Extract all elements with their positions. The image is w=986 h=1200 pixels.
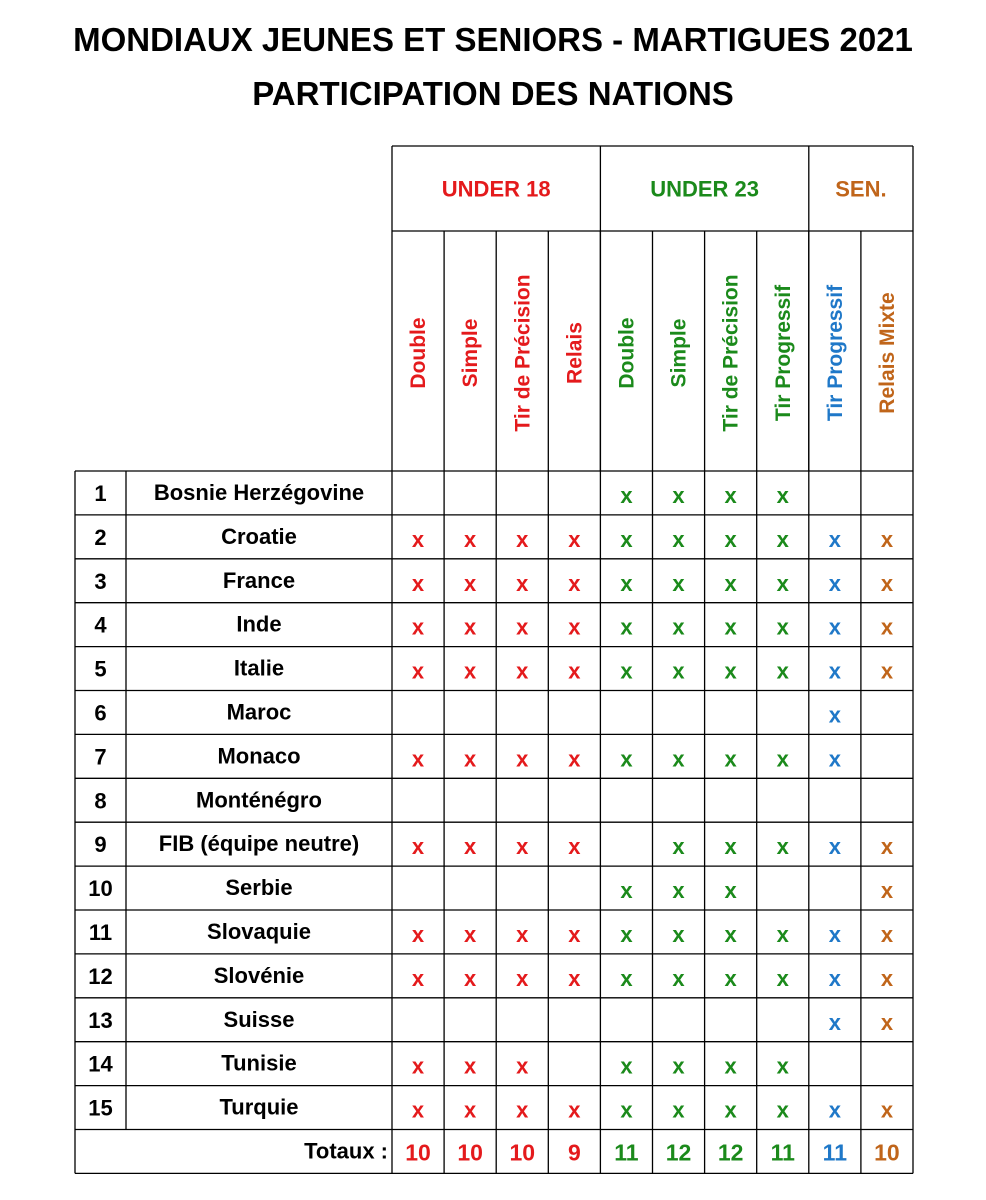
participation-mark: x: [776, 965, 789, 991]
participation-mark: x: [724, 746, 737, 772]
participation-mark: x: [828, 614, 841, 640]
nation-name: Tunisie: [221, 1050, 297, 1076]
participation-mark: x: [828, 702, 841, 728]
participation-mark: x: [464, 921, 477, 947]
participation-mark: x: [880, 921, 894, 947]
row-number: 12: [88, 963, 113, 989]
participation-mark: x: [828, 1097, 841, 1123]
participation-mark: x: [672, 965, 685, 991]
participation-mark: x: [620, 921, 633, 947]
total-value: 10: [405, 1139, 431, 1166]
page-title: MONDIAUX JEUNES ET SENIORS - MARTIGUES 2021: [73, 21, 913, 58]
participation-mark: x: [568, 614, 581, 640]
nation-name: Slovaquie: [207, 918, 311, 944]
participation-mark: x: [464, 1097, 477, 1123]
participation-mark: x: [620, 1097, 633, 1123]
nation-name: Slovénie: [213, 962, 305, 988]
nation-name: Bosnie Herzégovine: [153, 479, 365, 505]
participation-mark: x: [776, 1097, 789, 1123]
total-value: 11: [614, 1139, 639, 1166]
participation-mark: x: [828, 1009, 841, 1035]
participation-mark: x: [464, 746, 477, 772]
row-number: 6: [94, 700, 107, 726]
participation-mark: x: [724, 834, 737, 860]
total-value: 10: [874, 1139, 900, 1166]
participation-mark: x: [672, 834, 685, 860]
column-header-2: Tir de Précision: [511, 274, 535, 432]
participation-mark: x: [516, 746, 529, 772]
participation-mark: x: [880, 526, 894, 552]
row-number: 8: [94, 788, 107, 814]
participation-mark: x: [880, 834, 894, 860]
participation-mark: x: [411, 526, 425, 552]
total-value: 11: [822, 1139, 848, 1166]
participation-mark: x: [411, 1097, 425, 1123]
participation-mark: x: [464, 834, 477, 860]
participation-mark: x: [672, 526, 685, 552]
participation-mark: x: [880, 1009, 894, 1035]
participation-mark: x: [620, 878, 633, 904]
participation-mark: x: [620, 482, 633, 508]
column-header-5: Simple: [667, 318, 691, 388]
participation-mark: x: [880, 570, 894, 596]
row-number: 9: [94, 832, 107, 858]
participation-mark: x: [516, 526, 529, 552]
participation-mark: x: [672, 614, 685, 640]
nation-name: Inde: [236, 611, 282, 637]
participation-mark: x: [672, 921, 685, 947]
participation-mark: x: [620, 658, 633, 684]
column-header-9: Relais Mixte: [875, 292, 899, 414]
participation-mark: x: [568, 746, 581, 772]
nation-name: FIB (équipe neutre): [158, 831, 360, 857]
participation-mark: x: [776, 921, 789, 947]
participation-mark: x: [828, 526, 841, 552]
participation-mark: x: [568, 570, 581, 596]
participation-mark: x: [672, 878, 685, 904]
participation-mark: x: [516, 1097, 529, 1123]
row-number: 13: [88, 1007, 113, 1033]
row-number: 2: [94, 524, 107, 550]
participation-mark: x: [828, 965, 841, 991]
participation-mark: x: [724, 526, 737, 552]
participation-mark: x: [776, 526, 789, 552]
participation-mark: x: [724, 921, 737, 947]
group-header-2: SEN.: [835, 176, 887, 202]
row-number: 7: [94, 744, 107, 770]
participation-mark: x: [620, 526, 633, 552]
nation-name: Italie: [233, 655, 285, 681]
participation-mark: x: [776, 1053, 789, 1079]
column-header-8: Tir Progressif: [823, 284, 847, 422]
participation-mark: x: [516, 570, 529, 596]
participation-mark: x: [724, 965, 737, 991]
nation-name: Serbie: [225, 875, 293, 901]
group-header-0: UNDER 18: [441, 176, 551, 202]
participation-mark: x: [828, 658, 841, 684]
participation-mark: x: [620, 746, 633, 772]
participation-mark: x: [776, 746, 789, 772]
total-value: 11: [770, 1139, 795, 1166]
participation-mark: x: [672, 570, 685, 596]
participation-mark: x: [568, 526, 581, 552]
row-number: 10: [88, 876, 113, 902]
participation-mark: x: [724, 1053, 737, 1079]
participation-mark: x: [568, 658, 581, 684]
row-number: 1: [94, 480, 107, 506]
participation-mark: x: [724, 1097, 737, 1123]
participation-mark: x: [776, 614, 789, 640]
page-subtitle: PARTICIPATION DES NATIONS: [252, 75, 734, 112]
participation-mark: x: [776, 482, 789, 508]
participation-mark: x: [464, 658, 477, 684]
column-header-3: Relais: [563, 322, 587, 384]
nation-name: Monaco: [217, 743, 301, 769]
nation-name: Maroc: [226, 699, 292, 725]
participation-mark: x: [516, 921, 529, 947]
totals-label: Totaux :: [304, 1138, 388, 1164]
participation-mark: x: [411, 1053, 425, 1079]
participation-mark: x: [411, 746, 425, 772]
total-value: 10: [509, 1139, 536, 1166]
row-number: 15: [88, 1095, 113, 1121]
column-header-7: Tir Progressif: [771, 284, 795, 422]
participation-mark: x: [411, 921, 425, 947]
participation-mark: x: [828, 921, 841, 947]
total-value: 10: [457, 1139, 483, 1166]
participation-mark: x: [620, 1053, 633, 1079]
participation-mark: x: [411, 570, 425, 596]
participation-mark: x: [464, 965, 477, 991]
participation-mark: x: [880, 658, 894, 684]
participation-mark: x: [568, 965, 581, 991]
participation-mark: x: [672, 1053, 685, 1079]
participation-mark: x: [516, 614, 529, 640]
nation-name: France: [222, 567, 296, 593]
participation-mark: x: [516, 658, 529, 684]
participation-mark: x: [828, 746, 841, 772]
row-number: 14: [88, 1051, 113, 1077]
participation-mark: x: [620, 614, 633, 640]
total-value: 12: [665, 1139, 692, 1166]
participation-mark: x: [724, 570, 737, 596]
participation-mark: x: [776, 834, 789, 860]
participation-mark: x: [568, 921, 581, 947]
column-header-0: Double: [407, 317, 431, 389]
row-number: 4: [94, 612, 107, 638]
participation-mark: x: [724, 482, 737, 508]
row-number: 11: [88, 919, 113, 945]
participation-mark: x: [828, 834, 841, 860]
participation-mark: x: [568, 834, 581, 860]
participation-mark: x: [464, 526, 477, 552]
row-number: 5: [94, 656, 107, 682]
group-header-1: UNDER 23: [650, 176, 760, 202]
participation-mark: x: [464, 614, 477, 640]
participation-mark: x: [880, 614, 894, 640]
participation-mark: x: [776, 570, 789, 596]
total-value: 9: [567, 1139, 581, 1166]
nation-name: Turquie: [219, 1094, 299, 1120]
nation-name: Suisse: [223, 1006, 295, 1032]
participation-mark: x: [880, 965, 894, 991]
participation-mark: x: [724, 658, 737, 684]
participation-mark: x: [776, 658, 789, 684]
participation-mark: x: [880, 878, 894, 904]
participation-mark: x: [411, 614, 425, 640]
participation-mark: x: [828, 570, 841, 596]
participation-mark: x: [672, 482, 685, 508]
participation-mark: x: [516, 965, 529, 991]
column-header-4: Double: [615, 317, 639, 389]
row-number: 3: [94, 568, 107, 594]
participation-mark: x: [620, 965, 633, 991]
column-header-1: Simple: [459, 318, 483, 388]
total-value: 12: [717, 1139, 744, 1166]
participation-mark: x: [464, 1053, 477, 1079]
participation-mark: x: [672, 746, 685, 772]
participation-mark: x: [724, 878, 737, 904]
participation-mark: x: [880, 1097, 894, 1123]
nation-name: Monténégro: [196, 787, 322, 813]
participation-mark: x: [620, 570, 633, 596]
participation-mark: x: [411, 965, 425, 991]
participation-mark: x: [411, 834, 425, 860]
nation-name: Croatie: [221, 523, 297, 549]
participation-mark: x: [568, 1097, 581, 1123]
participation-mark: x: [672, 1097, 685, 1123]
participation-mark: x: [411, 658, 425, 684]
participation-mark: x: [464, 570, 477, 596]
column-header-6: Tir de Précision: [719, 274, 743, 432]
participation-mark: x: [516, 834, 529, 860]
participation-mark: x: [516, 1053, 529, 1079]
participation-mark: x: [672, 658, 685, 684]
participation-mark: x: [724, 614, 737, 640]
